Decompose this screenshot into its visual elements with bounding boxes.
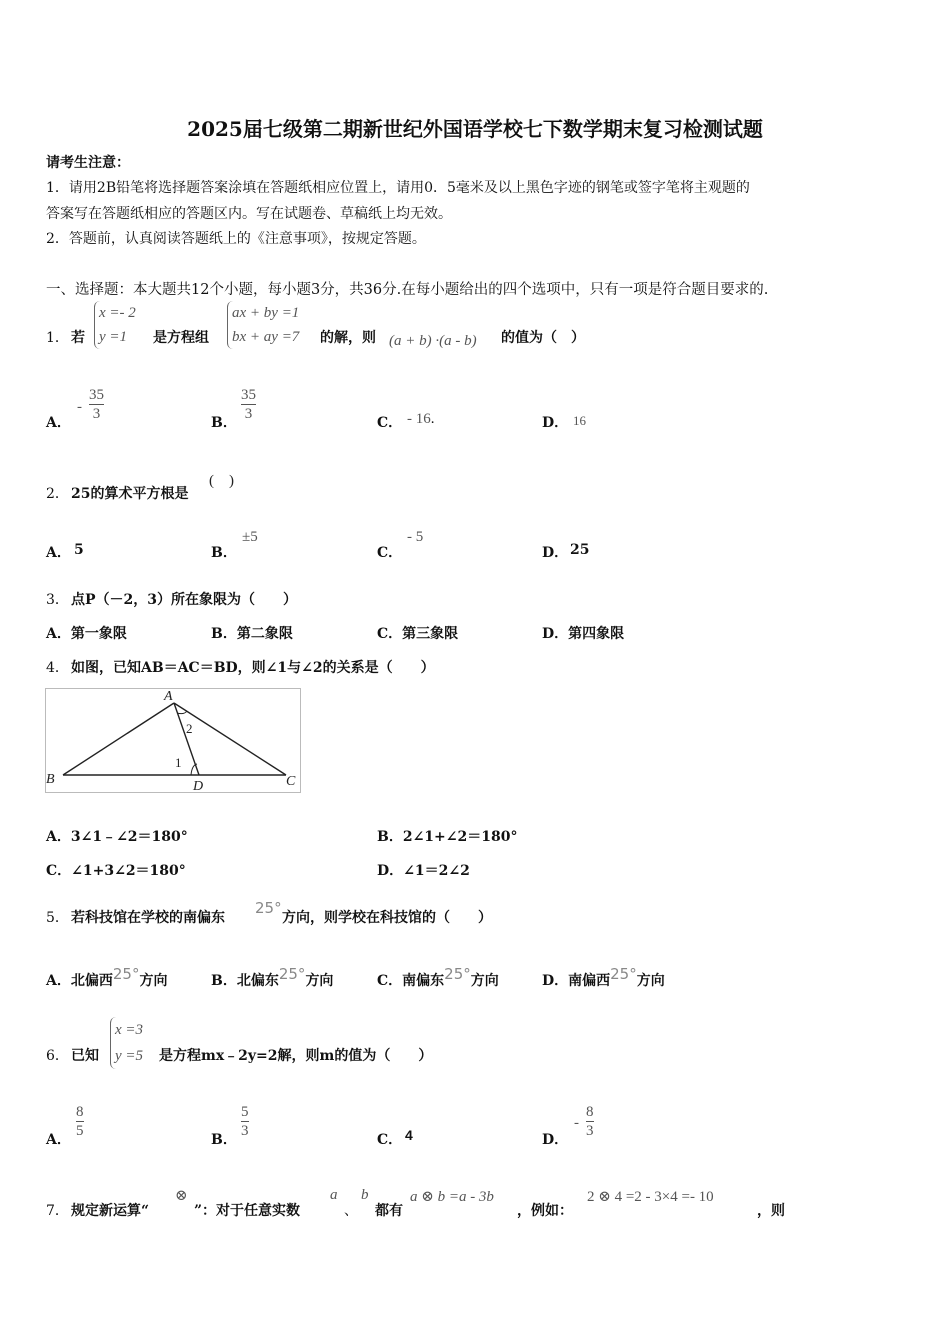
q1-text-4: 的值为（ ）	[501, 330, 585, 346]
q2-paren: ( )	[209, 473, 234, 489]
q2-option-c-value: - 5	[407, 529, 424, 545]
q5-option-a-direction: 方向	[139, 973, 168, 989]
q1-system-equations	[227, 301, 299, 349]
q1-option-c-label: C．	[377, 415, 403, 431]
q5-option-b-degree: 25°	[278, 965, 306, 983]
q1-option-b-numerator: 35	[241, 387, 256, 403]
notice-line-2: 答案写在答题纸相应的答题区内。写在试题卷、草稿纸上均无效。	[46, 206, 452, 222]
q6-number: 6．	[46, 1048, 69, 1064]
triangle-diagram	[46, 689, 300, 792]
section-heading: 一、选择题：本大题共12个小题，每小题3分，共36分.在每小题给出的四个选项中，只有一项是符合题目要求的.	[46, 282, 769, 298]
q7-example: 2 ⊗ 4 =2 - 3×4 =- 10	[587, 1189, 714, 1205]
q5-text-2: 方向，则学校在科技馆的（ ）	[282, 910, 492, 926]
q7-var-a: a	[330, 1187, 338, 1203]
q5-option-c-label: C．南偏东	[377, 973, 445, 989]
q2-option-a-label: A．	[46, 545, 71, 561]
q6-option-d-label: D．	[542, 1132, 569, 1148]
q5-number: 5．	[46, 910, 69, 926]
q7-text-5: ，则	[757, 1203, 785, 1219]
q3-option-d: D．第四象限	[542, 626, 625, 642]
q6-option-b-fraction	[241, 1103, 249, 1140]
q4-text: 如图，已知AB＝AC＝BD，则∠1与∠2的关系是（ ）	[71, 660, 435, 676]
q3-text: 点P（－2，3）所在象限为（ ）	[71, 592, 298, 608]
q1-option-d-value: 16	[573, 413, 586, 428]
q6-option-d-numerator: 8	[586, 1104, 594, 1120]
q4-option-c: C．∠1+3∠2＝180°	[46, 863, 186, 879]
q6-option-d-sign: -	[574, 1115, 579, 1131]
q6-option-c-value: 4	[405, 1127, 413, 1143]
q1-option-b-denominator: 3	[244, 406, 253, 422]
q1-number: 1．	[46, 330, 69, 346]
q6-option-d-fraction	[586, 1103, 594, 1140]
q7-number: 7．	[46, 1203, 69, 1219]
q6-option-a-denominator: 5	[76, 1123, 84, 1139]
q1-option-a-numerator: 35	[89, 387, 104, 403]
q7-text-3: 都有	[375, 1203, 403, 1219]
q5-option-a-label: A．北偏西	[46, 973, 113, 989]
q7-text-1: 规定新运算“	[71, 1203, 150, 1219]
q1-option-c-value: - 16.	[407, 411, 435, 427]
q6-text-1: 已知	[71, 1048, 99, 1064]
q1-option-b-fraction	[241, 386, 256, 423]
q6-option-d-denominator: 3	[586, 1123, 594, 1139]
q1-text-2: 是方程组	[153, 330, 209, 346]
q6-option-c-label: C．	[377, 1132, 403, 1148]
q3-option-b: B．第二象限	[211, 626, 293, 642]
q6-text-2: 是方程mx﹣2y=2解，则m的值为（ ）	[159, 1048, 433, 1064]
notice-line-1: 1．请用2B铅笔将选择题答案涂填在答题纸相应位置上，请用0．5毫米及以上黑色字迹的钢笔或签字笔将主观题的	[46, 180, 750, 196]
notice-line-3: 2．答题前，认真阅读答题纸上的《注意事项》，按规定答题。	[46, 231, 426, 247]
segment-ac	[174, 703, 286, 775]
q2-option-d-label: D．	[542, 545, 569, 561]
vertex-b-label: B	[46, 772, 55, 787]
q6-sys-row1: x =3	[115, 1022, 144, 1038]
q7-definition: a ⊗ b =a - 3b	[410, 1189, 494, 1205]
q6-sys-row2: y =5	[115, 1048, 144, 1064]
q1-sys1-row1: x =- 2	[99, 305, 136, 321]
q1-sys1-row2: y =1	[99, 329, 128, 345]
q6-option-b-numerator: 5	[241, 1104, 249, 1120]
q6-system	[110, 1017, 143, 1069]
q4-option-a: A．3∠1﹣∠2＝180°	[46, 829, 188, 845]
q2-option-b-value: ±5	[242, 529, 258, 545]
q1-option-d-label: D．	[542, 415, 569, 431]
q6-option-a-numerator: 8	[76, 1104, 84, 1120]
q5-option-d-label: D．南偏西	[542, 973, 611, 989]
q1-option-a-fraction	[89, 386, 104, 423]
q1-text-1: 若	[71, 330, 85, 346]
q7-operator: ⊗	[175, 1188, 188, 1204]
vertex-a-label: A	[164, 689, 173, 704]
q1-option-a-denominator: 3	[92, 406, 101, 422]
segment-ab	[63, 703, 174, 775]
vertex-d-label: D	[193, 779, 204, 792]
q5-option-b-direction: 方向	[305, 973, 334, 989]
q4-option-b: B．2∠1+∠2＝180°	[377, 829, 518, 845]
q4-option-d: D．∠1＝2∠2	[377, 863, 470, 879]
q5-option-a-degree: 25°	[112, 965, 140, 983]
q5-option-a	[46, 965, 168, 990]
q7-separator: 、	[344, 1203, 358, 1219]
angle-2-arc	[177, 711, 187, 714]
q2-option-d-value: 25	[570, 542, 590, 558]
q1-option-c-text: - 16	[407, 411, 431, 427]
vertex-c-label: C	[286, 774, 296, 789]
q1-option-a-label: A．	[46, 415, 71, 431]
q2-text: 25的算术平方根是	[71, 486, 189, 502]
q6-option-a-fraction	[76, 1103, 84, 1140]
q2-option-b-label: B．	[211, 545, 237, 561]
q5-option-b	[211, 965, 334, 990]
q3-number: 3．	[46, 592, 69, 608]
q6-option-b-label: B．	[211, 1132, 237, 1148]
q5-option-d	[542, 965, 665, 990]
q5-option-c-degree: 25°	[444, 965, 471, 983]
q5-degree: 25°	[255, 899, 282, 917]
q5-option-c	[377, 965, 499, 990]
q5-option-b-label: B．北偏东	[211, 973, 279, 989]
q1-sys2-row2: bx + ay =7	[232, 329, 300, 345]
q2-number: 2．	[46, 486, 69, 502]
q5-text-1: 若科技馆在学校的南偏东	[71, 910, 225, 926]
q3-option-a: A．第一象限	[46, 626, 127, 642]
q2-option-a-value: 5	[74, 542, 84, 558]
q5-option-d-degree: 25°	[610, 965, 637, 983]
q4-number: 4．	[46, 660, 69, 676]
notice-heading: 请考生注意：	[46, 155, 130, 171]
angle-1-label: 1	[175, 755, 182, 770]
angle-2-label: 2	[186, 721, 193, 736]
q6-option-a-label: A．	[46, 1132, 71, 1148]
page-title: 2025届七级第二期新世纪外国语学校七下数学期末复习检测试题	[187, 117, 763, 141]
q1-option-a-sign: -	[77, 399, 82, 415]
q1-expression: (a + b) ·(a - b)	[389, 333, 477, 349]
q1-sys2-row1: ax + by =1	[232, 305, 300, 321]
q7-text-4: ，例如：	[517, 1203, 573, 1219]
q7-var-b: b	[361, 1187, 369, 1203]
q3-option-c: C．第三象限	[377, 626, 459, 642]
q1-text-3: 的解，则	[320, 330, 376, 346]
q6-option-b-denominator: 3	[241, 1123, 249, 1139]
q5-option-c-direction: 方向	[470, 973, 499, 989]
q5-option-d-direction: 方向	[636, 973, 665, 989]
q1-system-solution	[94, 301, 136, 349]
triangle-figure	[45, 688, 301, 793]
q7-text-2: ”：对于任意实数	[194, 1203, 301, 1219]
q2-option-c-label: C．	[377, 545, 403, 561]
q1-option-b-label: B．	[211, 415, 237, 431]
